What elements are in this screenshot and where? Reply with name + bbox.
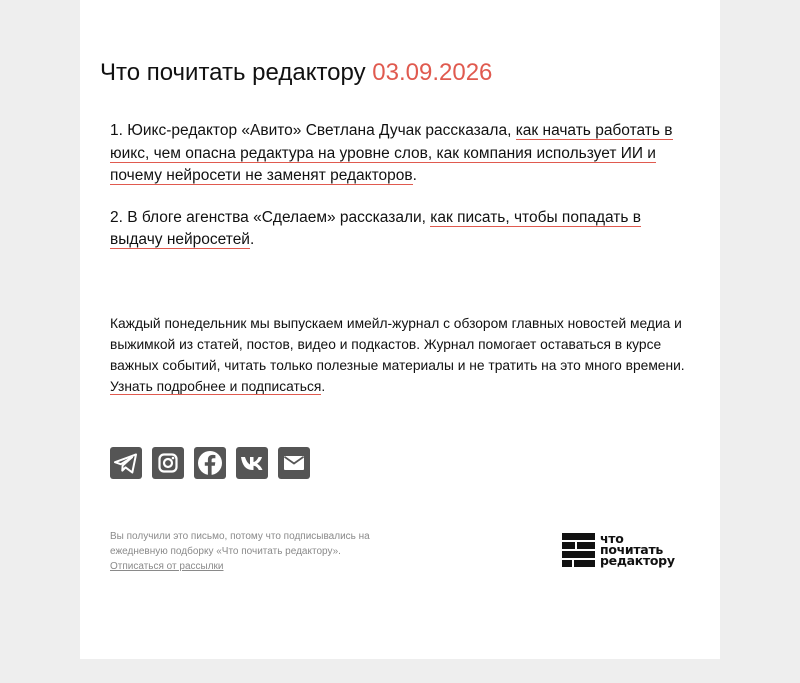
article-link[interactable]: как начать работать в юикс, чем опасна редактура на уровне слов, как компания использует ИИ и почему нейросети не заменят редакторов bbox=[110, 122, 673, 184]
title-text: Что почитать редактору bbox=[100, 59, 366, 86]
about-suffix: . bbox=[321, 379, 326, 394]
footer-text: Вы получили это письмо, потому что подписывались на ежедневную подборку «Что почитать редактору». bbox=[110, 531, 370, 557]
email-icon[interactable] bbox=[278, 447, 310, 479]
logo-text bbox=[600, 533, 675, 566]
about-text: Каждый понедельник мы выпускаем имейл-журнал с обзором главных новостей медиа и выжимкой из статей, постов, видео и подкастов. Журнал помогает оставаться в курсе важных событий, читать только полезные материалы и не тратить на это много времени. bbox=[110, 316, 685, 373]
subscribe-link[interactable]: Узнать подробнее и подписаться bbox=[110, 379, 322, 394]
title-date: 03.09.2026 bbox=[372, 59, 493, 86]
brand-logo[interactable] bbox=[562, 533, 675, 567]
telegram-icon[interactable] bbox=[110, 447, 142, 479]
logo-line: редактору bbox=[600, 553, 675, 568]
facebook-icon[interactable] bbox=[194, 447, 226, 479]
vk-icon[interactable] bbox=[236, 447, 268, 479]
item-suffix: . bbox=[412, 167, 417, 184]
about-paragraph bbox=[110, 313, 692, 397]
social-links bbox=[110, 447, 310, 479]
logo-line: что bbox=[600, 531, 624, 546]
article-list bbox=[110, 120, 690, 271]
page-title bbox=[100, 58, 492, 88]
item-text: 1. Юикс-редактор «Авито» Светлана Дучак рассказала, bbox=[110, 122, 516, 139]
list-item bbox=[110, 207, 690, 252]
item-suffix: . bbox=[249, 231, 255, 248]
footer-note bbox=[110, 529, 400, 574]
unsubscribe-link[interactable]: Отписаться от рассылки bbox=[110, 561, 224, 572]
article-link[interactable]: как писать, чтобы попадать в выдачу нейросетей bbox=[110, 208, 641, 248]
logo-line: почитать bbox=[600, 542, 663, 557]
logo-bars-icon bbox=[562, 533, 595, 567]
list-item bbox=[110, 120, 690, 188]
item-text: 2. В блоге агенства «Сделаем» рассказали, bbox=[110, 208, 431, 226]
instagram-icon[interactable] bbox=[152, 447, 184, 479]
email-card bbox=[80, 0, 720, 659]
